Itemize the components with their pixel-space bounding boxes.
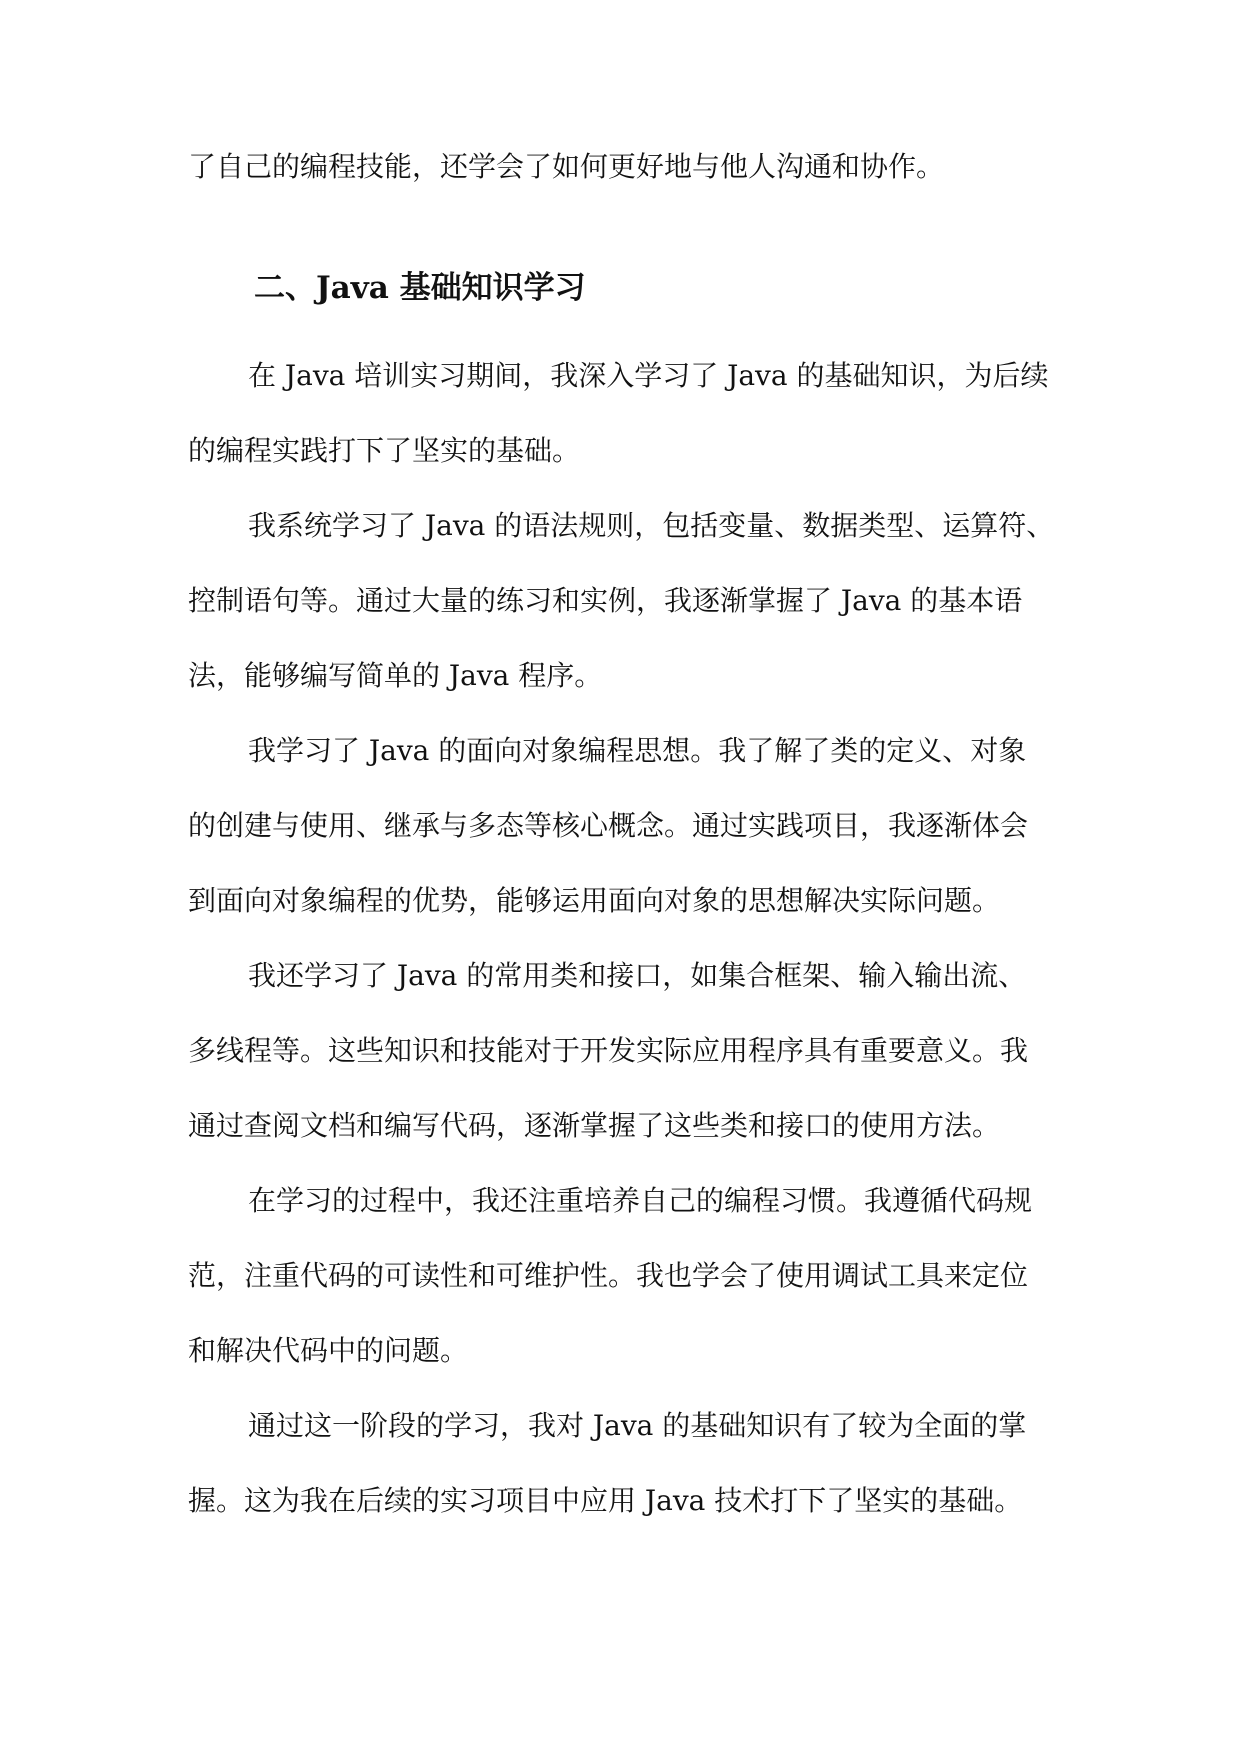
paragraph-line: 我学习了 Java 的面向对象编程思想。我了解了类的定义、对象 — [248, 734, 1027, 767]
paragraph-4 — [188, 954, 1068, 1179]
paragraph-line: 多线程等。这些知识和技能对于开发实际应用程序具有重要意义。我 — [188, 1034, 1029, 1067]
paragraph-line: 的创建与使用、继承与多态等核心概念。通过实践项目，我逐渐体会 — [188, 809, 1029, 842]
paragraph-line: 和解决代码中的问题。 — [188, 1334, 469, 1367]
paragraph-2 — [188, 504, 1068, 729]
paragraph-line: 到面向对象编程的优势，能够运用面向对象的思想解决实际问题。 — [188, 884, 1001, 917]
paragraph-6 — [188, 1404, 1068, 1554]
document-body — [188, 145, 1068, 1554]
paragraph-line: 通过这一阶段的学习，我对 Java 的基础知识有了较为全面的掌 — [248, 1409, 1027, 1442]
paragraph-line: 在学习的过程中，我还注重培养自己的编程习惯。我遵循代码规 — [248, 1184, 1033, 1217]
paragraph-5 — [188, 1179, 1068, 1404]
section-heading: 二、Java 基础知识学习 — [254, 270, 586, 306]
paragraph-3 — [188, 729, 1068, 954]
paragraph-line: 范，注重代码的可读性和可维护性。我也学会了使用调试工具来定位 — [188, 1259, 1029, 1292]
paragraph-1 — [188, 354, 1068, 504]
paragraph-line: 通过查阅文档和编写代码，逐渐掌握了这些类和接口的使用方法。 — [188, 1109, 1001, 1142]
paragraph-line: 我系统学习了 Java 的语法规则，包括变量、数据类型、运算符、 — [248, 509, 1055, 542]
paragraph-line: 法，能够编写简单的 Java 程序。 — [188, 659, 603, 692]
paragraph-line: 在 Java 培训实习期间，我深入学习了 Java 的基础知识，为后续 — [248, 359, 1049, 392]
paragraph-line: 握。这为我在后续的实习项目中应用 Java 技术打下了坚实的基础。 — [188, 1484, 1023, 1517]
paragraph-line: 控制语句等。通过大量的练习和实例，我逐渐掌握了 Java 的基本语 — [188, 584, 1023, 617]
paragraph-line: 我还学习了 Java 的常用类和接口，如集合框架、输入输出流、 — [248, 959, 1027, 992]
carryover-line: 了自己的编程技能，还学会了如何更好地与他人沟通和协作。 — [188, 150, 945, 183]
paragraph-line: 的编程实践打下了坚实的基础。 — [188, 434, 581, 467]
